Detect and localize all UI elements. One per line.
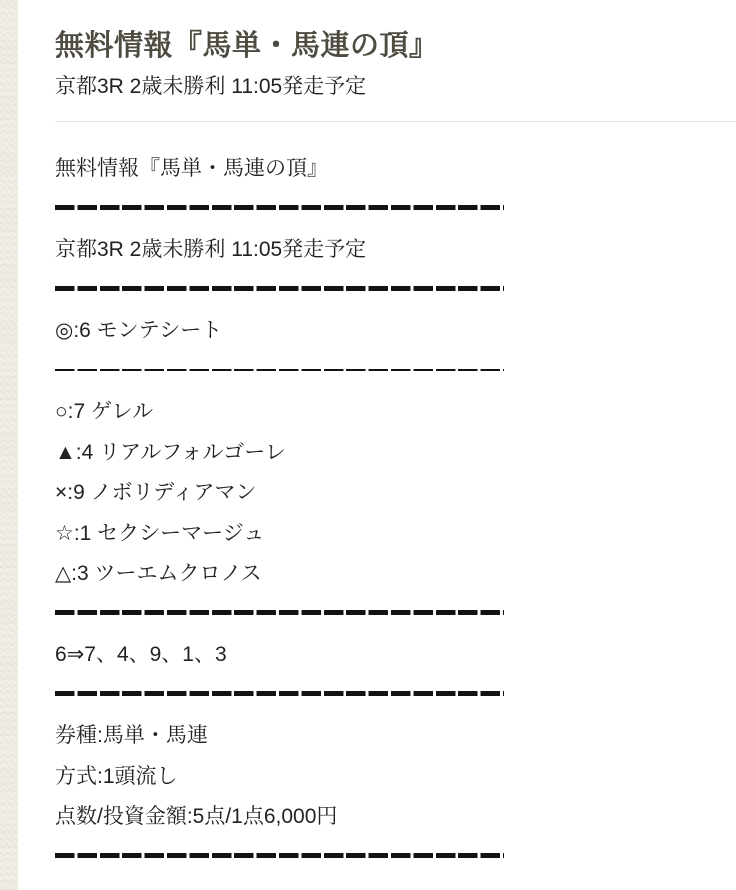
ticket-type-line: 券種:馬単・馬連 bbox=[55, 724, 208, 748]
race-subtitle: 京都3R 2歳未勝利 11:05発走予定 bbox=[55, 75, 367, 98]
formation-line: 6⇒7、4、9、1、3 bbox=[55, 643, 227, 667]
pick-line: ○:7 ゲレル bbox=[55, 400, 154, 424]
divider-heavy bbox=[55, 674, 736, 715]
main-pick-line: ◎:6 モンテシート bbox=[55, 319, 223, 343]
points-investment-line: 点数/投資金額:5点/1点6,000円 bbox=[55, 805, 338, 829]
pick-line: ☆:1 セクシーマージュ bbox=[55, 521, 265, 545]
page-background-strip bbox=[0, 0, 18, 890]
divider-heavy bbox=[55, 593, 736, 634]
info-title-line: 無料情報『馬単・馬連の頂』 bbox=[55, 157, 328, 181]
pick-line: ×:9 ノボリディアマン bbox=[55, 481, 257, 505]
header-divider bbox=[55, 121, 736, 122]
tip-body bbox=[55, 147, 736, 876]
race-info-line: 京都3R 2歳未勝利 11:05発走予定 bbox=[55, 238, 367, 262]
divider-thin bbox=[55, 350, 736, 391]
pick-line: ▲:4 リアルフォルゴーレ bbox=[55, 440, 286, 464]
divider-heavy bbox=[55, 836, 736, 877]
main-content bbox=[18, 0, 736, 890]
method-line: 方式:1頭流し bbox=[55, 764, 178, 788]
divider-heavy bbox=[55, 269, 736, 310]
page-title: 無料情報『馬単・馬連の頂』 bbox=[55, 30, 439, 62]
divider-heavy bbox=[55, 188, 736, 229]
pick-line: △:3 ツーエムクロノス bbox=[55, 562, 262, 586]
